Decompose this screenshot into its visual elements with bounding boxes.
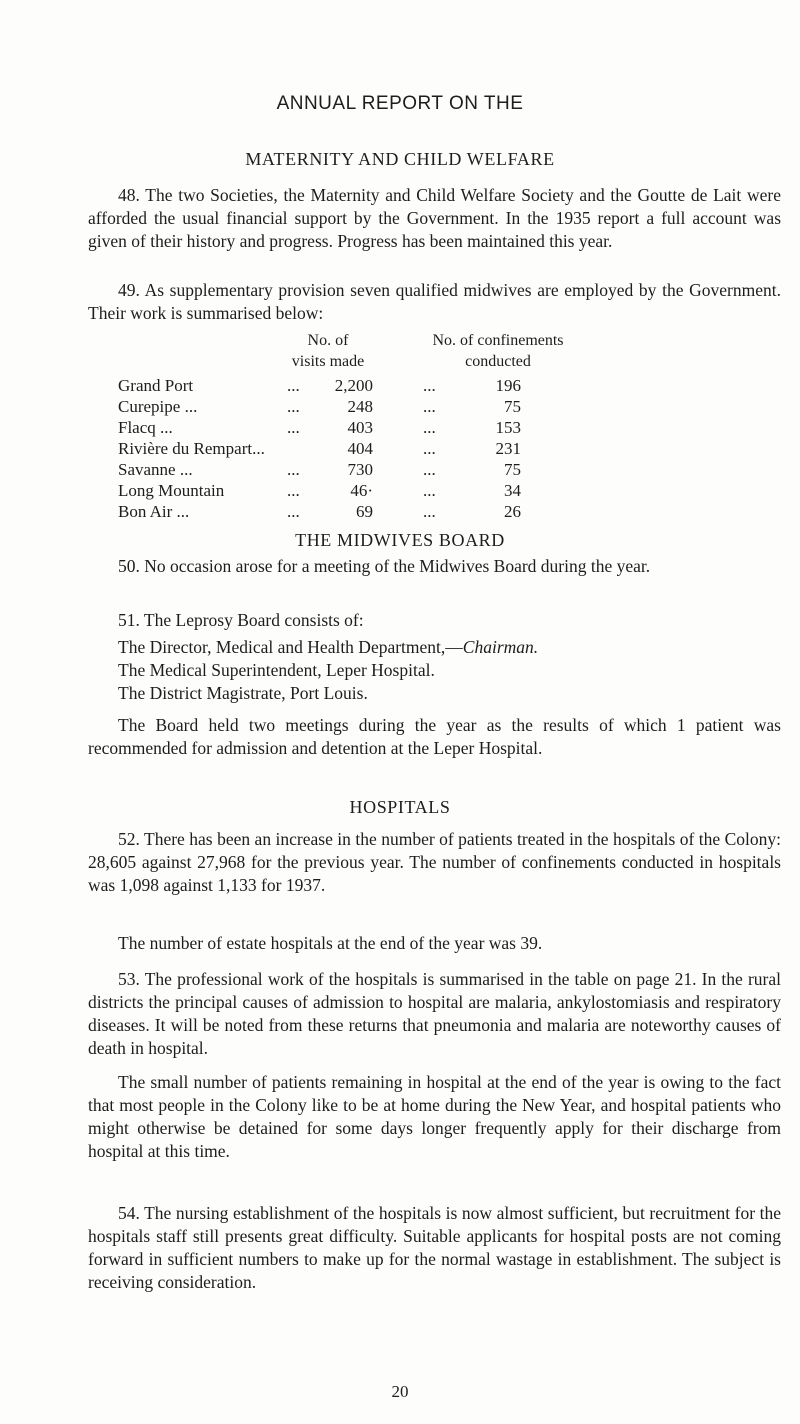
col-visits-head-1: No. of (307, 332, 349, 349)
paragraph-54: 54. The nursing establishment of the hospitals is now almost sufficient, but recruitment for the hospitals staff still presents great difficulty. Suitable applicants for hospital posts are not coming forward in sufficient numbers to make up for the normal wastage in establishment. The subject is receiving consideration. (88, 1203, 781, 1292)
paragraph-53-continued: The small number of patients remaining in hospital at the end of the year is owing to the fact that most people in the Colony like to be at home during the New Year, and hospital patients who might otherwise be detained for some days longer frequently apply for their discharge from hospital at this time. (88, 1072, 781, 1161)
member-text: The District Magistrate, Port Louis. (118, 683, 368, 703)
row-leader: ... (287, 502, 300, 521)
row-visits: 69 (356, 502, 373, 521)
section-title-hospitals: HOSPITALS (349, 797, 451, 817)
row-place: Flacq ... (118, 418, 173, 437)
row-leader: ... (287, 376, 300, 395)
row-confinements: 26 (504, 502, 521, 521)
row-confinements: 196 (495, 376, 521, 395)
paragraph-53: 53. The professional work of the hospitals is summarised in the table on page 21. In the rural districts the principal causes of admission to hospital are malaria, ankylostomiasis and respiratory diseases. It will be noted from these returns that pneumonia and malaria are noteworthy causes of death in hospital. (88, 969, 781, 1058)
member-text: The Director, Medical and Health Department,— (118, 637, 463, 657)
paragraph-51: 51. The Leprosy Board consists of: (118, 610, 364, 630)
row-leader: ... (287, 481, 300, 500)
row-leader: ... (423, 481, 436, 500)
paragraph-52: 52. There has been an increase in the number of patients treated in the hospitals of the Colony: 28,605 against 27,968 for the previous year. The number of confinements conducted in hospitals was 1,098 against 1,133 for 1937. (88, 829, 781, 895)
row-place: Long Mountain (118, 481, 225, 500)
paragraph-49: 49. As supplementary provision seven qualified midwives are employed by the Government. Their work is summarised below: (88, 280, 781, 323)
row-confinements: 75 (504, 397, 521, 416)
row-leader: ... (423, 376, 436, 395)
paragraph-48: 48. The two Societies, the Maternity and Child Welfare Society and the Goutte de Lait were afforded the usual financial support by the Government. In the 1935 report a full account was given of their history and progress. Progress has been maintained this year. (88, 185, 781, 251)
page-number: 20 (391, 1382, 409, 1401)
row-leader: ... (287, 397, 300, 416)
col-visits-head-2: visits made (291, 353, 365, 370)
row-place: Grand Port (118, 376, 194, 395)
row-place: Rivière du Rempart... (118, 439, 265, 458)
member-role: Chairman. (462, 637, 539, 657)
paragraph-51-continued: The Board held two meetings during the year as the results of which 1 patient was recommended for admission and detention at the Leper Hospital. (88, 715, 781, 758)
row-visits: 2,200 (334, 376, 373, 395)
row-leader: ... (287, 418, 300, 437)
member-text: The Medical Superintendent, Leper Hospital. (118, 660, 435, 680)
section-title-maternity: MATERNITY AND CHILD WELFARE (245, 149, 555, 169)
row-confinements: 153 (495, 418, 521, 437)
row-place: Curepipe ... (118, 397, 198, 416)
row-leader: ... (287, 460, 300, 479)
row-confinements: 75 (504, 460, 521, 479)
paragraph-52-continued: The number of estate hospitals at the end of the year was 39. (118, 933, 543, 953)
row-leader: ... (423, 397, 436, 416)
running-head: ANNUAL REPORT ON THE (276, 93, 524, 114)
row-leader: ... (423, 418, 436, 437)
row-visits: 730 (347, 460, 373, 479)
col-confinements-head-2: conducted (465, 353, 531, 370)
row-visits: 404 (347, 439, 373, 458)
row-visits: 46· (350, 481, 373, 500)
row-place: Savanne ... (118, 460, 193, 479)
list-item (118, 682, 781, 705)
row-confinements: 231 (495, 439, 521, 458)
row-place: Bon Air ... (118, 502, 190, 521)
list-item (118, 636, 781, 659)
section-title-midwives-board: THE MIDWIVES BOARD (295, 530, 505, 550)
col-confinements-head-1: No. of confinements (432, 332, 564, 349)
row-leader: ... (423, 460, 436, 479)
list-item (118, 659, 781, 682)
leprosy-board-members (118, 636, 781, 705)
row-leader: ... (423, 502, 436, 521)
row-visits: 248 (347, 397, 373, 416)
row-confinements: 34 (504, 481, 521, 500)
row-visits: 403 (347, 418, 373, 437)
row-leader: ... (423, 439, 436, 458)
paragraph-50: 50. No occasion arose for a meeting of the Midwives Board during the year. (118, 556, 651, 576)
